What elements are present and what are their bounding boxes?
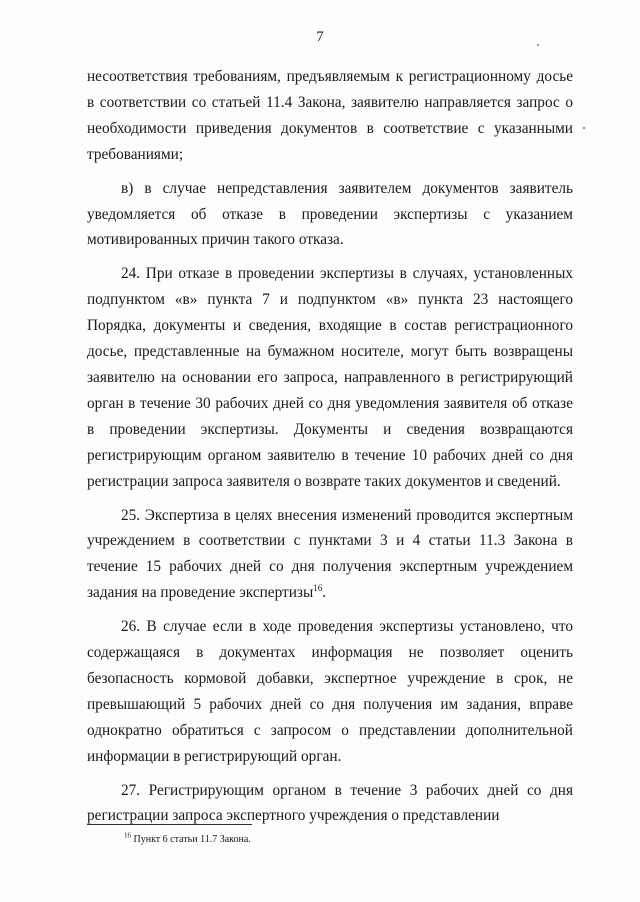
footnote-text: Пункт 6 статьи 11.7 Закона. <box>133 834 251 845</box>
paragraph-25 <box>87 503 573 607</box>
scan-speck <box>537 44 539 46</box>
paragraph-26: 26. В случае если в ходе проведения экспертизы установлено, что содержащаяся в документах информация не позволяет оценить безопасность кормовой добавки, экспертное учреждение в срок, не превышающий 5 рабочих дней со дня получения им задания, вправе однократно обратиться с запросом о представлении дополнительной информации в регистрирующий орган. <box>87 618 573 765</box>
paragraph-item-v: в) в случае непредставления заявителем документов заявитель уведомляется об отказе в проведении экспертизы с указанием мотивированных причин такого отказа. <box>87 179 573 249</box>
paragraph-24: 24. При отказе в проведении экспертизы в случаях, установленных подпунктом «в» пункта 7 и подпунктом «в» пункта 23 настоящего Порядка, документы и сведения, входящие в состав регистрационного досье, представленные на бумажном носителе, могут быть возвращены заявителю на основании его запроса, направленного в регистрирующий орган в течение 30 рабочих дней со дня уведомления заявителя об отказе в проведении экспертизы. Документы и сведения возвращаются регистрирующим органом заявителю в течение 10 рабочих дней со дня регистрации запроса заявителя о возврате таких документов и сведений. <box>87 265 573 490</box>
paragraph-25-text: 25. Экспертиза в целях внесения изменений проводится экспертным учреждением в соответствии с пунктами 3 и 4 статьи 11.3 Закона в течение 15 рабочих дней со дня получения экспертным учреждением задания на проведение экспертизы <box>87 506 573 602</box>
footnote <box>124 831 251 845</box>
footnote-reference: 16 <box>313 583 323 594</box>
scan-speck <box>583 127 585 129</box>
footnote-divider <box>87 824 252 825</box>
page-number: 7 <box>316 29 324 45</box>
body-text <box>87 64 573 829</box>
paragraph-27: 27. Регистрирующим органом в течение 3 рабочих дней со дня регистрации запроса экспертного учреждения о представлении <box>87 781 573 825</box>
footnote-marker: 16 <box>124 831 131 840</box>
paragraph-continuation: несоответствия требованиям, предъявляемым к регистрационному досье в соответствии со статьей 11.4 Закона, заявителю направляется запрос о необходимости приведения документов в соответствие с указанными требованиями; <box>87 68 573 163</box>
paragraph-25-tail: . <box>322 584 327 602</box>
